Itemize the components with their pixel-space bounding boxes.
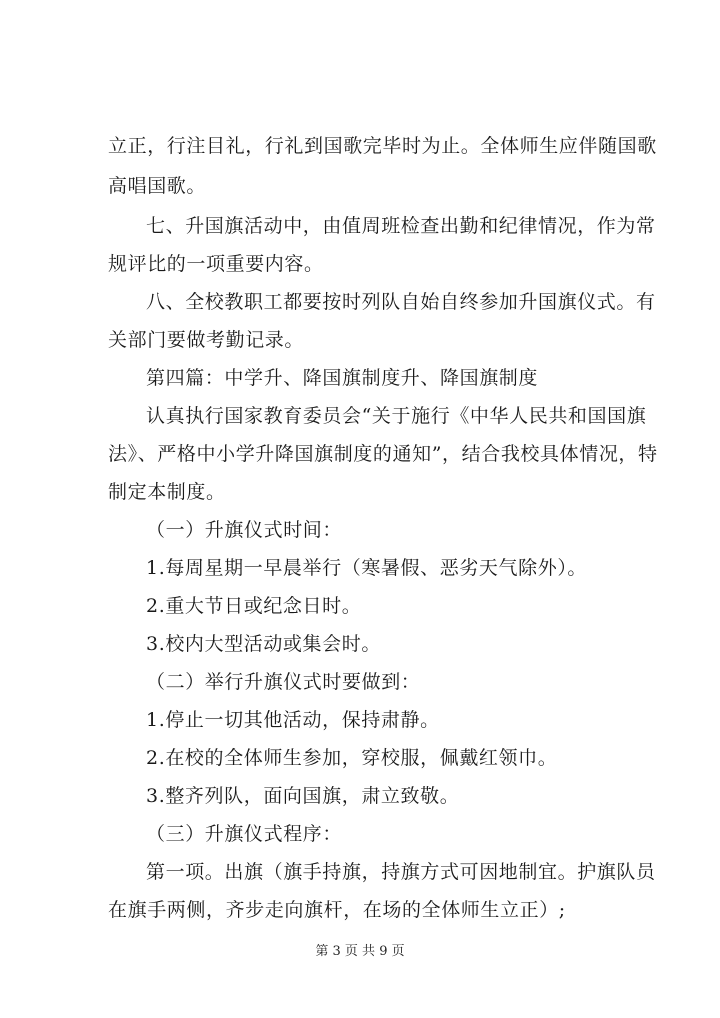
subsection-heading: （一）升旗仪式时间： bbox=[146, 519, 343, 541]
text-line: 法》、严格中小学升降国旗制度的通知”，结合我校具体情况，特 bbox=[108, 443, 658, 465]
text-line: 八、全校教职工都要按时列队自始自终参加升国旗仪式。有 bbox=[146, 291, 656, 313]
text-line: 规评比的一项重要内容。 bbox=[108, 253, 324, 275]
text-line: 在旗手两侧，齐步走向旗杆，在场的全体师生立正）; bbox=[108, 899, 566, 921]
list-item: 1.停止一切其他活动，保持肃静。 bbox=[146, 709, 440, 731]
text-line: 制定本制度。 bbox=[108, 481, 226, 503]
text-line: 立正，行注目礼，行礼到国歌完毕时为止。全体师生应伴随国歌 bbox=[108, 135, 657, 157]
list-item: 2.重大节日或纪念日时。 bbox=[146, 595, 362, 617]
page-number: 第 3 页 共 9 页 bbox=[315, 944, 405, 959]
subsection-heading: （二）举行升旗仪式时要做到： bbox=[146, 671, 421, 693]
text-line: 高唱国歌。 bbox=[108, 175, 207, 197]
list-item: 3.校内大型活动或集会时。 bbox=[146, 633, 381, 655]
list-item: 3.整齐列队，面向国旗，肃立致敬。 bbox=[146, 785, 460, 807]
text-line: 关部门要做考勤记录。 bbox=[108, 329, 305, 351]
text-line: 第一项。出旗（旗手持旗，持旗方式可因地制宜。护旗队员 bbox=[146, 861, 656, 883]
text-line: 七、升国旗活动中，由值周班检查出勤和纪律情况，作为常 bbox=[146, 215, 656, 237]
section-heading: 第四篇：中学升、降国旗制度升、降国旗制度 bbox=[146, 367, 539, 389]
list-item: 2.在校的全体师生参加，穿校服，佩戴红领巾。 bbox=[146, 747, 558, 769]
subsection-heading: （三）升旗仪式程序： bbox=[146, 823, 343, 845]
text-line: 认真执行国家教育委员会“关于施行《中华人民共和国国旗 bbox=[146, 405, 647, 427]
list-item: 1.每周星期一早晨举行（寒暑假、恶劣天气除外）。 bbox=[146, 557, 588, 579]
